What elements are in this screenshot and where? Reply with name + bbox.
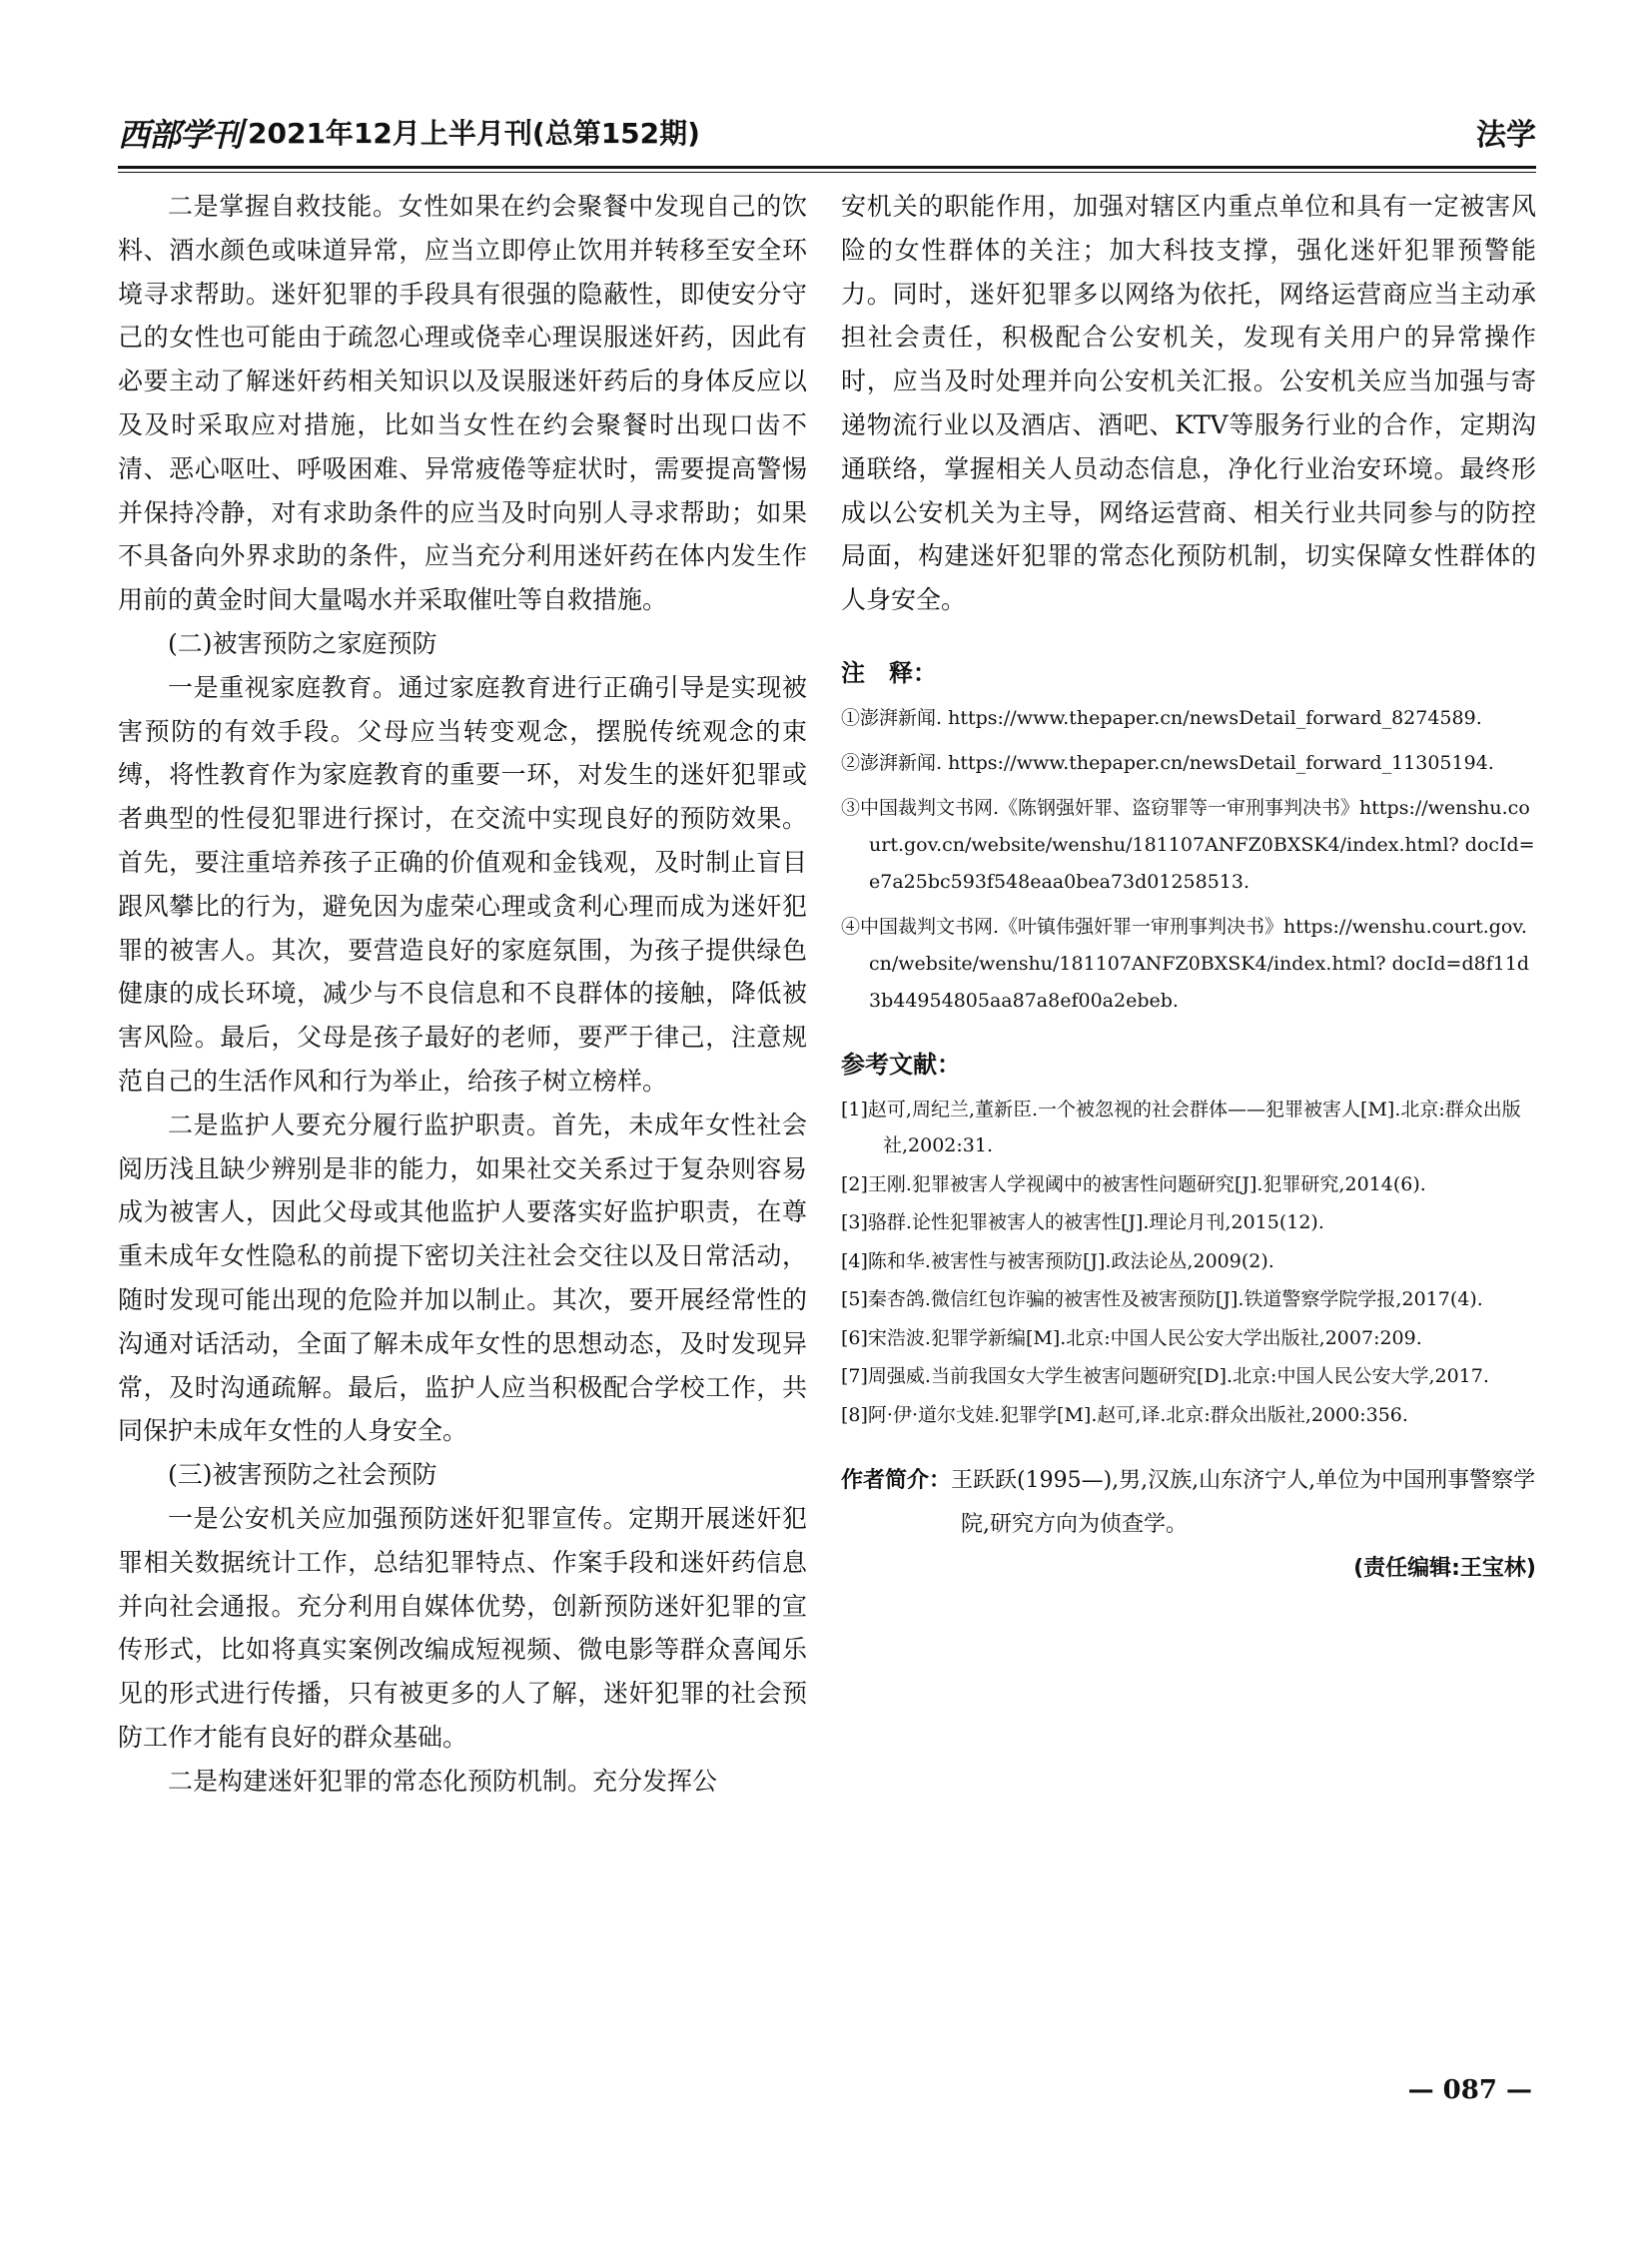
reference-item: [2]王刚.犯罪被害人学视阈中的被害性问题研究[J].犯罪研究,2014(6).	[841, 1172, 1426, 1195]
note-item: ④中国裁判文书网.《叶镇伟强奸罪一审刑事判决书》https://wenshu.court.gov.cn/website/wenshu/181107ANFZ0BXSK4/index.html? docId=d8f11d3b44954805aa87a8ef00a2ebeb.	[841, 915, 1530, 1012]
left-column	[118, 185, 807, 1803]
responsible-editor: (责任编辑:王宝林)	[1353, 1556, 1536, 1582]
notes-title: 注 释：	[841, 658, 937, 687]
page-header	[118, 110, 1536, 160]
right-column	[841, 185, 1536, 1591]
section-label: 法学	[1476, 118, 1536, 153]
page-number: — 087 —	[1407, 2075, 1532, 2105]
paragraph: 二是构建迷奸犯罪的常态化预防机制。充分发挥公	[168, 1766, 718, 1796]
references-title: 参考文献：	[841, 1050, 961, 1079]
header-rule-thin	[118, 172, 1536, 173]
reference-item: [3]骆群.论性犯罪被害人的被害性[J].理论月刊,2015(12).	[841, 1211, 1324, 1234]
header-rule	[118, 166, 1536, 169]
paragraph: 二是监护人要充分履行监护职责。首先，未成年女性社会阅历浅且缺少辨别是非的能力，如果社交关系过于复杂则容易成为被害人，因此父母或其他监护人要落实好监护职责，在尊重未成年女性隐私的前提下密切关注社会交往以及日常活动，随时发现可能出现的危险并加以制止。其次，要开展经常性的沟通对话活动，全面了解未成年女性的思想动态，及时发现异常，及时沟通疏解。最后，监护人应当积极配合学校工作，共同保护未成年女性的人身安全。	[118, 1110, 807, 1446]
paragraph: 安机关的职能作用，加强对辖区内重点单位和具有一定被害风险的女性群体的关注；加大科技支撑，强化迷奸犯罪预警能力。同时，迷奸犯罪多以网络为依托，网络运营商应当主动承担社会责任，积极配合公安机关，发现有关用户的异常操作时，应当及时处理并向公安机关汇报。公安机关应当加强与寄递物流行业以及酒店、酒吧、KTV等服务行业的合作，定期沟通联络，掌握相关人员动态信息，净化行业治安环境。最终形成以公安机关为主导，网络运营商、相关行业共同参与的防控局面，构建迷奸犯罪的常态化预防机制，切实保障女性群体的人身安全。	[841, 192, 1536, 615]
paragraph: 一是重视家庭教育。通过家庭教育进行正确引导是实现被害预防的有效手段。父母应当转变观念，摆脱传统观念的束缚，将性教育作为家庭教育的重要一环，对发生的迷奸犯罪或者典型的性侵犯罪进行探讨，在交流中实现良好的预防效果。首先，要注重培养孩子正确的价值观和金钱观，及时制止盲目跟风攀比的行为，避免因为虚荣心理或贪利心理而成为迷奸犯罪的被害人。其次，要营造良好的家庭氛围，为孩子提供绿色健康的成长环境，减少与不良信息和不良群体的接触，降低被害风险。最后，父母是孩子最好的老师，要严于律己，注意规范自己的生活作风和行为举止，给孩子树立榜样。	[118, 672, 807, 1096]
note-item: ③中国裁判文书网.《陈钢强奸罪、盗窃罪等一审刑事判决书》https://wenshu.court.gov.cn/website/wenshu/181107ANFZ0BXSK4/index.html? docId=e7a25bc593f548eaa0bea73d01258513.	[841, 796, 1535, 893]
note-item: ①澎湃新闻. https://www.thepaper.cn/newsDetail_forward_8274589.	[841, 706, 1482, 729]
subheading: (二)被害预防之家庭预防	[168, 628, 437, 658]
subheading: (三)被害预防之社会预防	[168, 1460, 437, 1490]
reference-item: [4]陈和华.被害性与被害预防[J].政法论丛,2009(2).	[841, 1249, 1274, 1272]
paragraph: 二是掌握自救技能。女性如果在约会聚餐中发现自己的饮料、酒水颜色或味道异常，应当立即停止饮用并转移至安全环境寻求帮助。迷奸犯罪的手段具有很强的隐蔽性，即使安分守己的女性也可能由于疏忽心理或侥幸心理误服迷奸药，因此有必要主动了解迷奸药相关知识以及误服迷奸药后的身体反应以及及时采取应对措施，比如当女性在约会聚餐时出现口齿不清、恶心呕吐、呼吸困难、异常疲倦等症状时，需要提高警惕并保持冷静，对有求助条件的应当及时向别人寻求帮助；如果不具备向外界求助的条件，应当充分利用迷奸药在体内发生作用前的黄金时间大量喝水并采取催吐等自救措施。	[118, 192, 807, 615]
reference-item: [7]周强威.当前我国女大学生被害问题研究[D].北京:中国人民公安大学,2017.	[841, 1365, 1489, 1388]
reference-item: [6]宋浩波.犯罪学新编[M].北京:中国人民公安大学出版社,2007:209.	[841, 1326, 1422, 1349]
reference-item: [5]秦杏鸽.微信红包诈骗的被害性及被害预防[J].铁道警察学院学报,2017(4).	[841, 1288, 1483, 1311]
author-bio	[841, 1459, 1536, 1547]
reference-item: [8]阿·伊·道尔戈娃.犯罪学[M].赵可,译.北京:群众出版社,2000:356.	[841, 1403, 1408, 1426]
author-bio-text: 王跃跃(1995—),男,汉族,山东济宁人,单位为中国刑事警察学院,研究方向为侦查学。	[951, 1468, 1536, 1538]
note-item: ②澎湃新闻. https://www.thepaper.cn/newsDetail_forward_11305194.	[841, 751, 1494, 774]
paragraph: 一是公安机关应加强预防迷奸犯罪宣传。定期开展迷奸犯罪相关数据统计工作，总结犯罪特点、作案手段和迷奸药信息并向社会通报。充分利用自媒体优势，创新预防迷奸犯罪的宣传形式，比如将真实案例改编成短视频、微电影等群众喜闻乐见的形式进行传播，只有被更多的人了解，迷奸犯罪的社会预防工作才能有良好的群众基础。	[118, 1503, 807, 1752]
author-bio-label: 作者简介：	[841, 1468, 952, 1494]
reference-item: [1]赵可,周纪兰,董新臣.一个被忽视的社会群体——犯罪被害人[M].北京:群众出版社,2002:31.	[841, 1098, 1521, 1157]
issue-info: 2021年12月上半月刊(总第152期)	[248, 117, 700, 150]
journal-logo: 西部学刊	[118, 116, 243, 154]
